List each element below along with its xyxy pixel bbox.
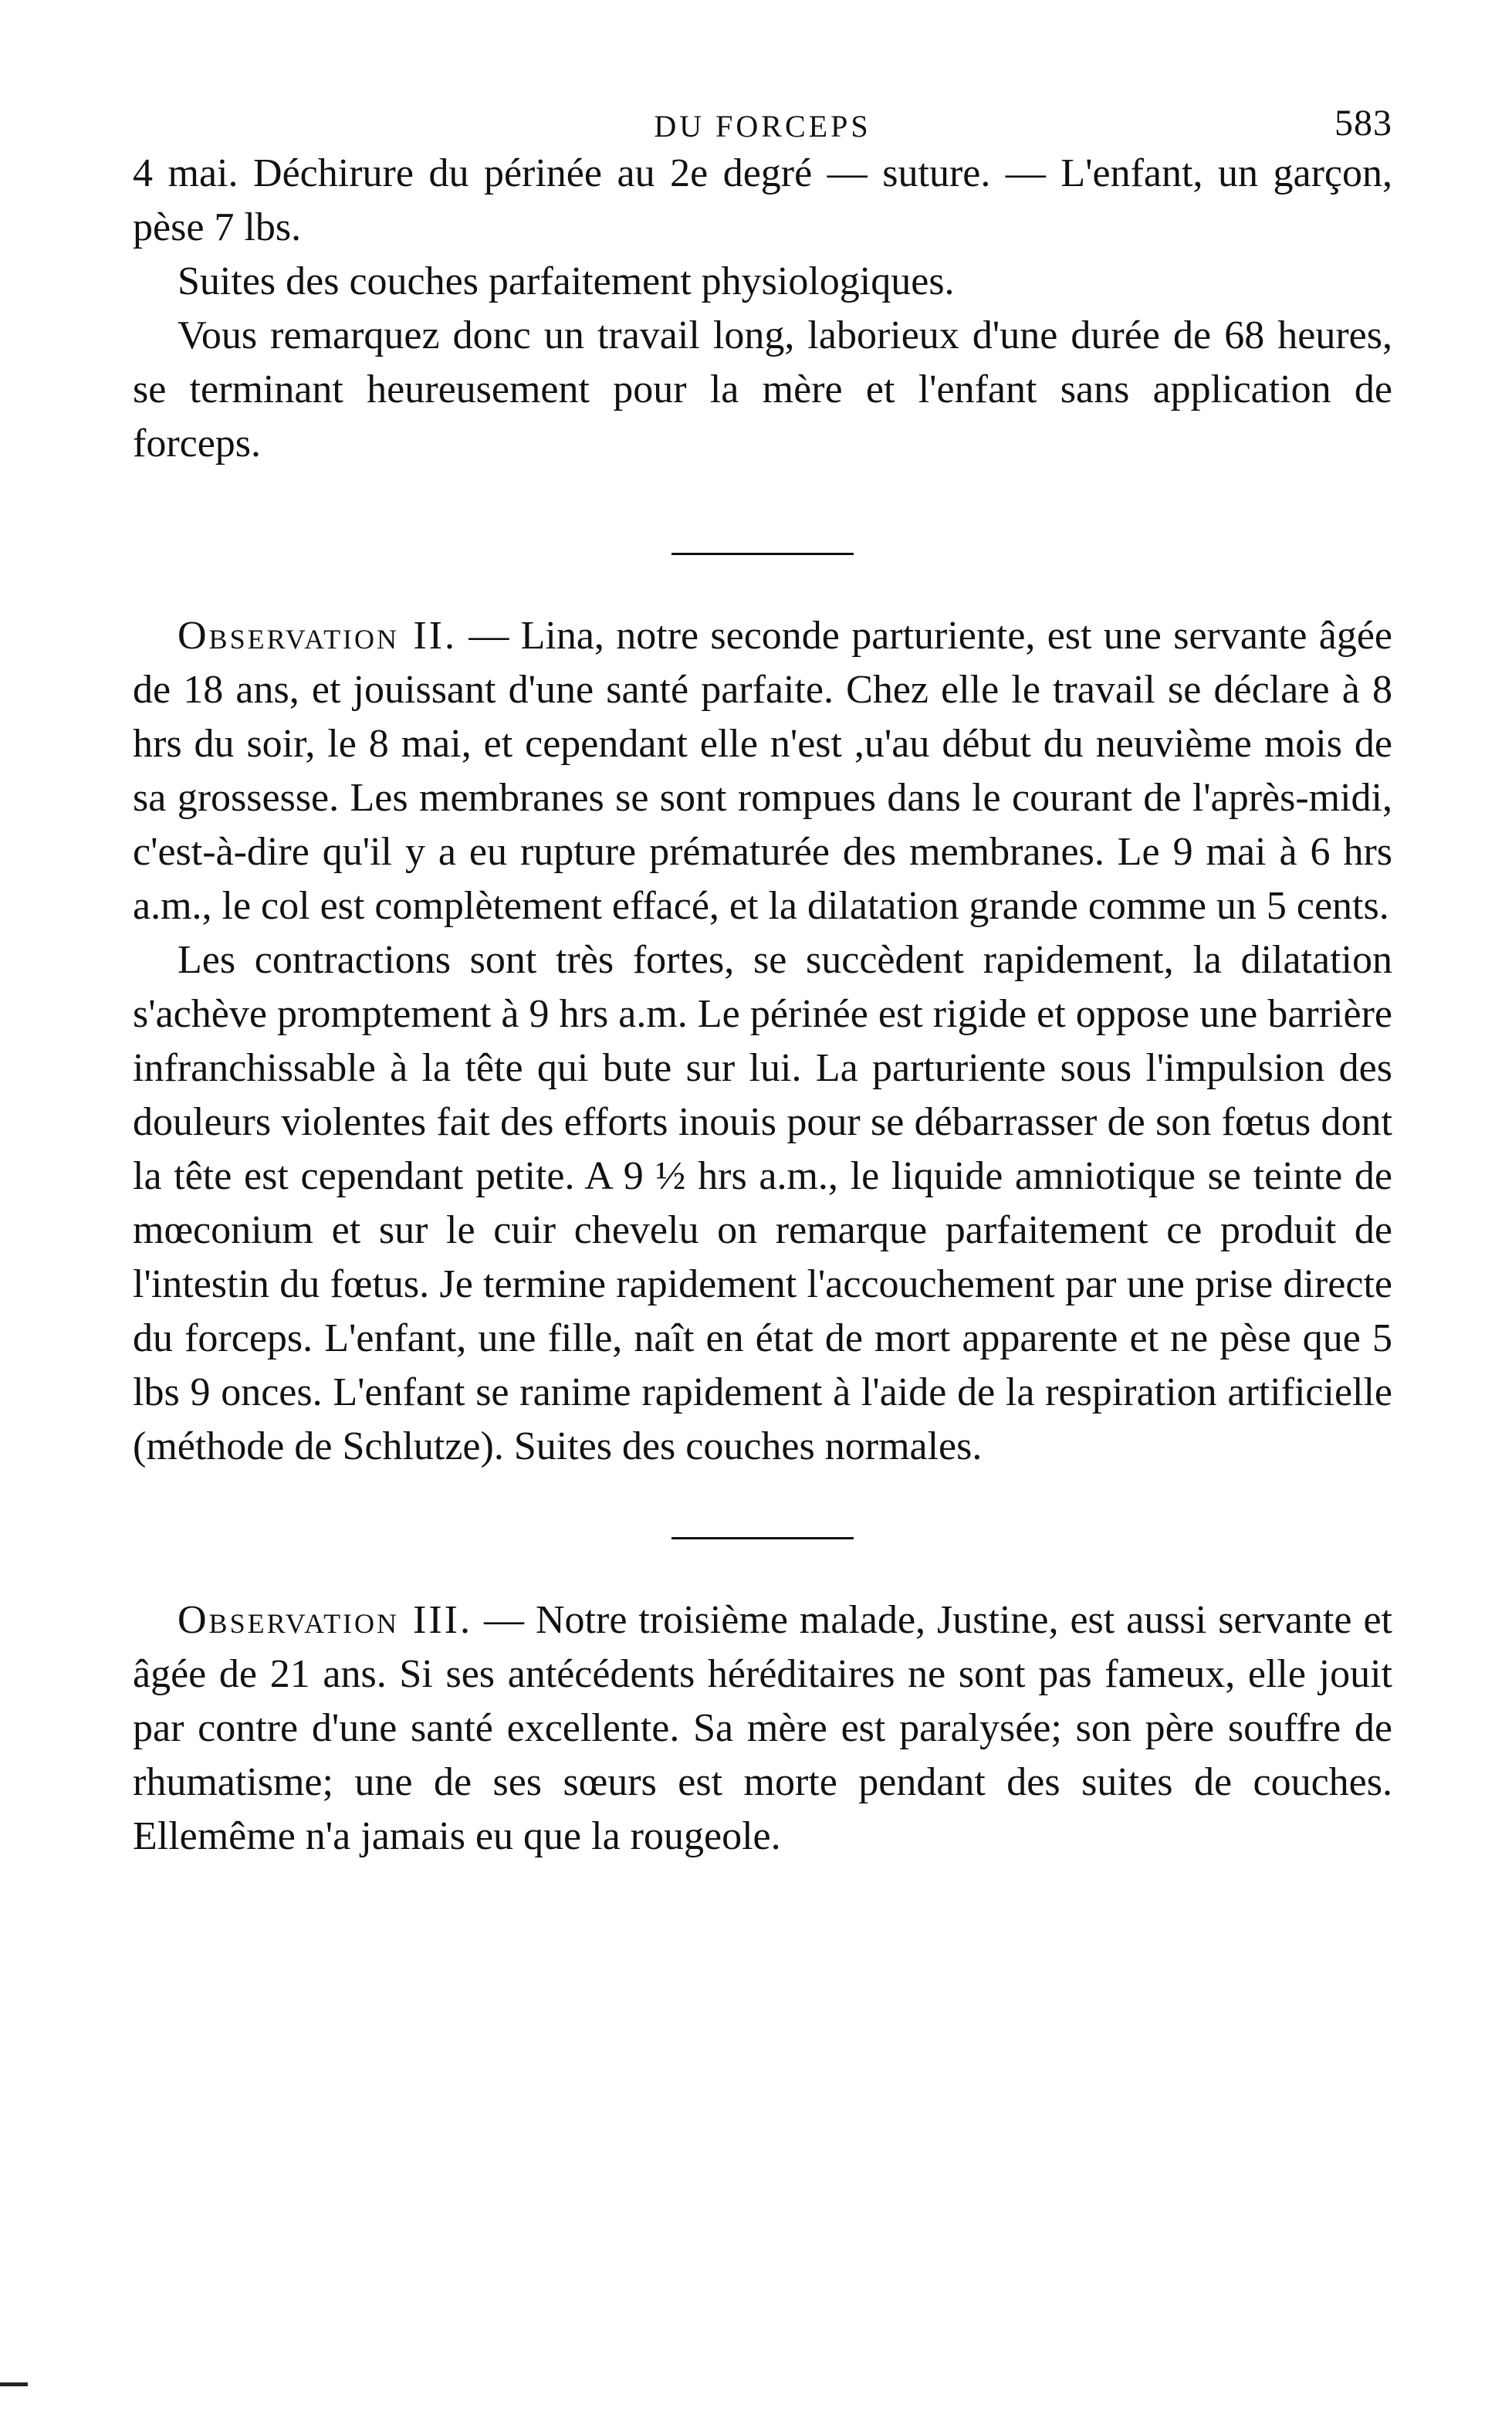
observation-2-paragraph-1 [133,609,1392,933]
section-divider [671,553,854,555]
observation-3-paragraph-1 [133,1593,1392,1864]
running-header [133,85,1392,147]
scan-edge-mark [0,2382,28,2386]
book-page [133,85,1392,1864]
observation-3-section [133,1593,1392,1864]
observation-3-text: — Notre troisième malade, Justine, est aussi servante et âgée de 21 ans. Si ses antécédents héréditaires ne sont pas fameux, elle jouit par contre d'une santé excellente. Sa mère est paralysée; son père souffre de rhumatisme; une de ses sœurs est morte pendant des suites de couches. Ellemême n'a jamais eu que la rougeole. [133,1598,1392,1858]
intro-paragraph-2: Suites des couches parfaitement physiologiques. [178,259,955,303]
intro-paragraph-1: 4 mai. Déchirure du périnée au 2e degré — suture. — L'enfant, un garçon, pèse 7 lbs. [133,151,1392,249]
observation-2-paragraph-2: Les contractions sont très fortes, se succèdent rapidement, la dilatation s'achève promptement à 9 hrs a.m. Le périnée est rigide et oppose une barrière infranchissable à la tête qui bute sur lui. La parturiente sous l'impulsion des douleurs violentes fait des efforts inouis pour se débarrasser de son fœtus dont la tête est cependant petite. A 9 ½ hrs a.m., le liquide amniotique se teinte de mœconium et sur le cuir chevelu on remarque parfaitement ce produit de l'intestin du fœtus. Je termine rapidement l'accouchement par une prise directe du forceps. L'enfant, une fille, naît en état de mort apparente et ne pèse que 5 lbs 9 onces. L'enfant se ranime rapidement à l'aide de la respiration artificielle (méthode de Schlutze). Suites des couches normales. [133,938,1392,1468]
section-divider [671,1537,854,1539]
page-number: 583 [1334,103,1392,144]
intro-paragraph-3: Vous remarquez donc un travail long, laborieux d'une durée de 68 heures, se terminant heureusement pour la mère et l'enfant sans application de forceps. [133,313,1392,466]
observation-2-text: — Lina, notre seconde parturiente, est une servante âgée de 18 ans, et jouissant d'une santé parfaite. Chez elle le travail se déclare à 8 hrs du soir, le 8 mai, et cependant elle n'est ,u'au début du neuvième mois de sa grossesse. Les membranes se sont rompues dans le courant de l'après-midi, c'est-à-dire qu'il y a eu rupture prématurée des membranes. Le 9 mai à 6 hrs a.m., le col est complètement effacé, et la dilatation grande comme un 5 cents. [133,614,1393,928]
observation-2-heading: Observation II. [178,614,457,658]
observation-3-heading: Observation III. [178,1598,472,1642]
running-title: DU FORCEPS [654,109,871,144]
intro-section [133,147,1392,471]
observation-2-section [133,609,1392,1474]
